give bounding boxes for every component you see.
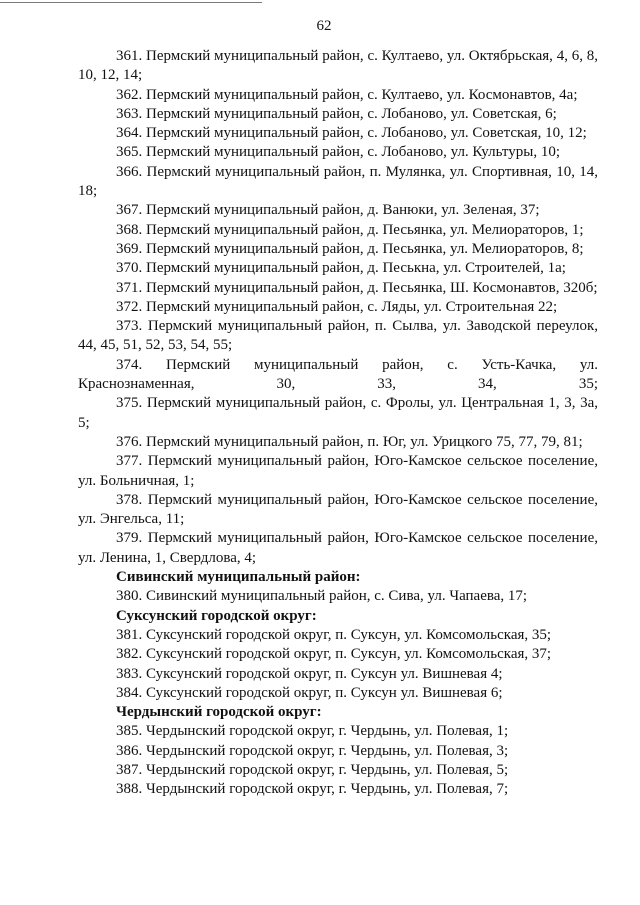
list-item: 372. Пермский муниципальный район, с. Ляды, ул. Строительная 22; <box>116 298 558 315</box>
list-item: 381. Суксунский городской округ, п. Суксун, ул. Комсомольская, 35; <box>116 626 552 643</box>
list-item: 363. Пермский муниципальный район, с. Лобаново, ул. Советская, 6; <box>116 105 557 122</box>
list-item: 371. Пермский муниципальный район, д. Песьянка, Ш. Космонавтов, 320б; <box>116 279 598 296</box>
list-item: 384. Суксунский городской округ, п. Суксун ул. Вишневая 6; <box>116 684 503 701</box>
top-rule <box>0 2 262 3</box>
list-item: 376. Пермский муниципальный район, п. Юг, ул. Урицкого 75, 77, 79, 81; <box>116 433 583 450</box>
list-item: 374. Пермский муниципальный район, с. Усть-Качка, ул. Краснознаменная, 30, 33, 34, 35; <box>78 356 598 393</box>
list-item: 378. Пермский муниципальный район, Юго-Камское сельское поселение, ул. Энгельса, 11; <box>78 491 598 528</box>
list-item: 370. Пермский муниципальный район, д. Песькна, ул. Строителей, 1а; <box>116 260 566 277</box>
list-item: 387. Чердынский городской округ, г. Чердынь, ул. Полевая, 5; <box>116 761 509 778</box>
list-item: 369. Пермский муниципальный район, д. Песьянка, ул. Мелиораторов, 8; <box>116 240 584 257</box>
list-item: 375. Пермский муниципальный район, с. Фролы, ул. Центральная 1, 3, 3а, 5; <box>78 395 598 431</box>
section-heading: Суксунский городской округ: <box>116 607 317 624</box>
list-item: 380. Сивинский муниципальный район, с. Сива, ул. Чапаева, 17; <box>116 588 528 605</box>
list-item: 362. Пермский муниципальный район, с. Култаево, ул. Космонавтов, 4а; <box>116 86 578 103</box>
section-heading: Чердынский городской округ: <box>116 704 322 721</box>
list-item: 377. Пермский муниципальный район, Юго-Камское сельское поселение, ул. Больничная, 1; <box>78 453 598 489</box>
list-item: 364. Пермский муниципальный район, с. Лобаново, ул. Советская, 10, 12; <box>116 125 587 142</box>
list-item: 361. Пермский муниципальный район, с. Култаево, ул. Октябрьская, 4, 6, 8, 10, 12, 14; <box>78 48 598 84</box>
list-item: 382. Суксунский городской округ, п. Суксун, ул. Комсомольская, 37; <box>116 646 552 663</box>
section-heading: Сивинский муниципальный район: <box>116 569 361 586</box>
list-item: 367. Пермский муниципальный район, д. Ванюки, ул. Зеленая, 37; <box>116 202 540 219</box>
list-item: 388. Чердынский городской округ, г. Чердынь, ул. Полевая, 7; <box>116 781 509 798</box>
list-item: 385. Чердынский городской округ, г. Чердынь, ул. Полевая, 1; <box>116 723 509 740</box>
list-item: 386. Чердынский городской округ, г. Чердынь, ул. Полевая, 3; <box>116 742 509 759</box>
list-item: 368. Пермский муниципальный район, д. Песьянка, ул. Мелиораторов, 1; <box>116 221 584 238</box>
list-item: 383. Суксунский городской округ, п. Суксун ул. Вишневая 4; <box>116 665 503 682</box>
list-item: 379. Пермский муниципальный район, Юго-Камское сельское поселение, ул. Ленина, 1, Свердлова, 4; <box>78 530 598 566</box>
list-item: 366. Пермский муниципальный район, п. Мулянка, ул. Спортивная, 10, 14, 18; <box>78 163 598 200</box>
list-item: 365. Пермский муниципальный район, с. Лобаново, ул. Культуры, 10; <box>116 144 561 161</box>
document-body <box>78 47 598 800</box>
page-number: 62 <box>316 18 332 34</box>
list-item: 373. Пермский муниципальный район, п. Сылва, ул. Заводской переулок, 44, 45, 51, 52, 53, 54, 55; <box>78 318 598 354</box>
